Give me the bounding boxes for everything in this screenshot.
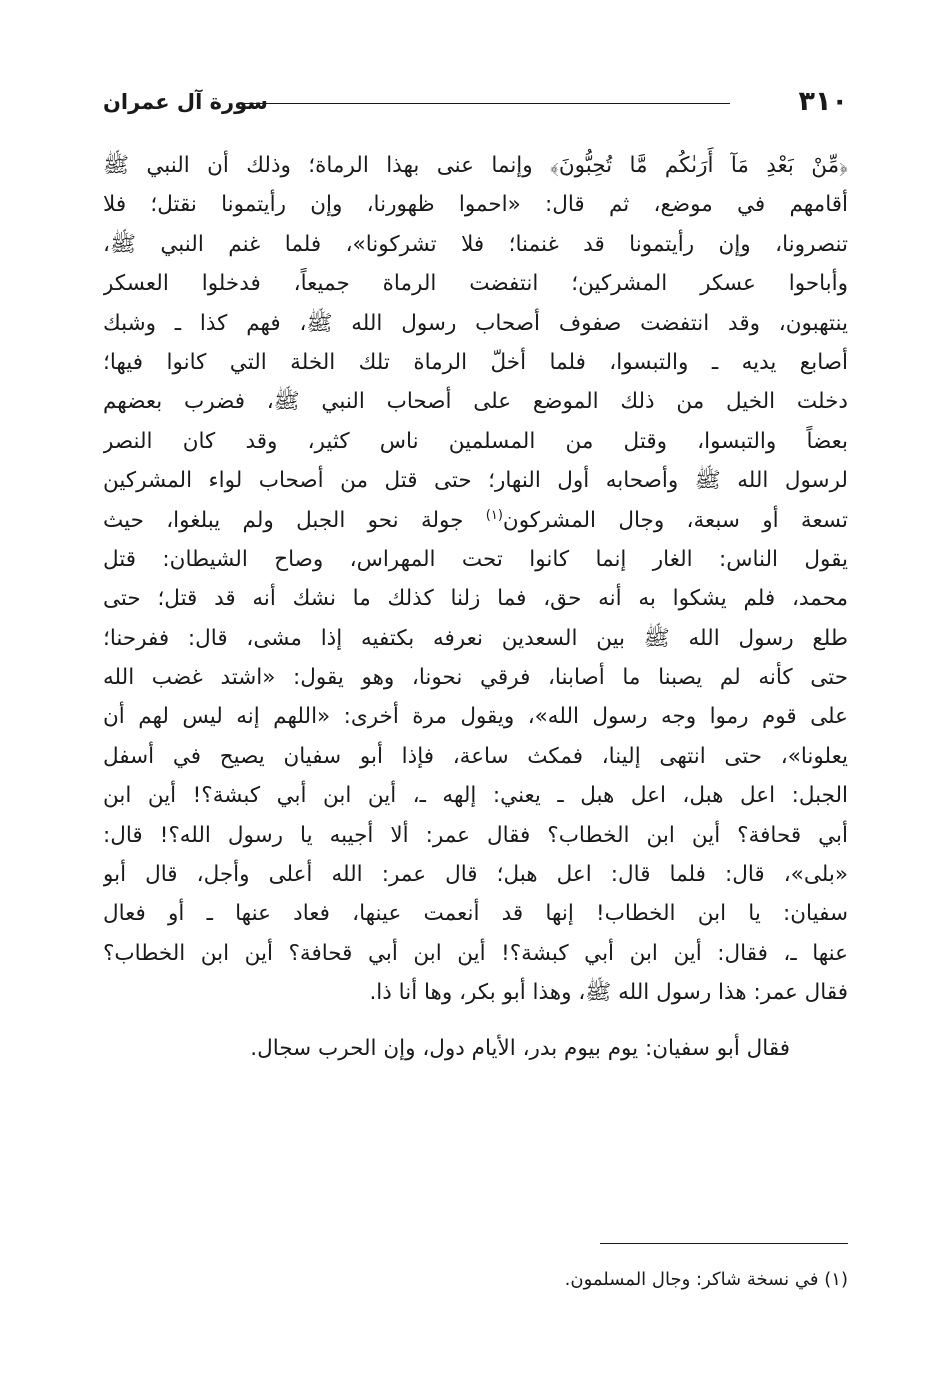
text-line: حتى كأنه لم يصبنا ما أصابنا، فرقي نحونا، وهو يقول: «اشتد غضب الله	[103, 665, 848, 691]
paragraph-gap	[103, 1013, 848, 1029]
paragraph-two: فقال أبو سفيان: يوم بيوم بدر، الأيام دول، وإن الحرب سجال.	[250, 1035, 790, 1061]
text-segment: جولة نحو الجبل ولم يبلغوا، حيث	[103, 507, 464, 533]
text-line: يقول الناس: الغار إنما كانوا تحت المهراس، وصاح الشيطان: قتل	[103, 546, 848, 572]
text-line: فقال عمر: هذا رسول الله ﷺ، وهذا أبو بكر، وها أنا ذا.	[369, 980, 848, 1006]
footnote-reference[interactable]: (١)	[485, 507, 503, 523]
text-line: محمد، فلم يشكوا به أنه حق، فما زلنا كذلك ما نشك أنه قد قتل؛ حتى	[103, 586, 848, 612]
text-line: ينتهبون، وقد انتفضت صفوف أصحاب رسول الله ﷺ، فهم كذا ـ وشبك	[103, 310, 848, 336]
text-line: أقامهم في موضع، ثم قال: «احموا ظهورنا، وإن رأيتمونا نقتل؛ فلا	[103, 192, 848, 218]
text-line: وأباحوا عسكر المشركين؛ انتفضت الرماة جميعاً، فدخلوا العسكر	[103, 271, 848, 297]
text-line-with-footnote	[103, 501, 848, 540]
footnote	[103, 1266, 848, 1294]
text-line: طلع رسول الله ﷺ بين السعدين نعرفه بكتفيه إذا مشى، قال: ففرحنا؛	[103, 625, 848, 651]
text-line: دخلت الخيل من ذلك الموضع على أصحاب النبي ﷺ، فضرب بعضهم	[103, 389, 848, 415]
footnote-marker: (١)	[824, 1269, 848, 1290]
footnote-text: في نسخة شاكر: وجال المسلمون.	[564, 1269, 819, 1290]
surah-title: سورة آل عمران	[103, 90, 268, 114]
footnote-divider	[600, 1243, 848, 1244]
text-line: ﴿مِّنْ بَعْدِ مَآ أَرَىٰكُم مَّا تُحِبُّونَ﴾ وإنما عنى بهذا الرماة؛ وذلك أن النبي ﷺ	[103, 153, 848, 178]
body-text	[103, 146, 848, 1068]
text-line: سفيان: يا ابن الخطاب! إنها قد أنعمت عينها، فعاد عنها ـ أو فعال	[103, 901, 848, 927]
text-segment: تسعة أو سبعة، وجال المشركون	[502, 507, 848, 533]
text-line: لرسول الله ﷺ وأصحابه أول النهار؛ حتى قتل من أصحاب لواء المشركين	[103, 468, 848, 494]
page-number: ٣١٠	[798, 86, 848, 117]
header-divider	[243, 103, 730, 104]
text-line: أبي قحافة؟ أين ابن الخطاب؟ فقال عمر: ألا أجيبه يا رسول الله؟! قال:	[103, 822, 848, 848]
text-line: الجبل: اعل هبل، اعل هبل ـ يعني: إلهه ـ، أين ابن أبي كبشة؟! أين ابن	[103, 783, 848, 809]
text-line: على قوم رموا وجه رسول الله»، ويقول مرة أخرى: «اللهم إنه ليس لهم أن	[103, 704, 848, 730]
text-line: بعضاً والتبسوا، وقتل من المسلمين ناس كثير، وقد كان النصر	[103, 428, 848, 454]
text-line: أصابع يديه ـ والتبسوا، فلما أخلّ الرماة تلك الخلة التي كانوا فيها؛	[103, 349, 848, 375]
text-line: «بلى»، قال: فلما قال: اعل هبل؛ قال عمر: الله أعلى وأجل، قال أبو	[103, 862, 848, 888]
text-line: تنصرونا، وإن رأيتمونا قد غنمنا؛ فلا تشركونا»، فلما غنم النبي ﷺ،	[103, 231, 848, 257]
text-line: عنها ـ، فقال: أين ابن أبي كبشة؟! أين ابن أبي قحافة؟ أين ابن الخطاب؟	[103, 940, 848, 966]
text-line: يعلونا»، حتى انتهى إلينا، فمكث ساعة، فإذا أبو سفيان يصيح في أسفل	[103, 743, 848, 769]
page-header	[103, 84, 848, 124]
